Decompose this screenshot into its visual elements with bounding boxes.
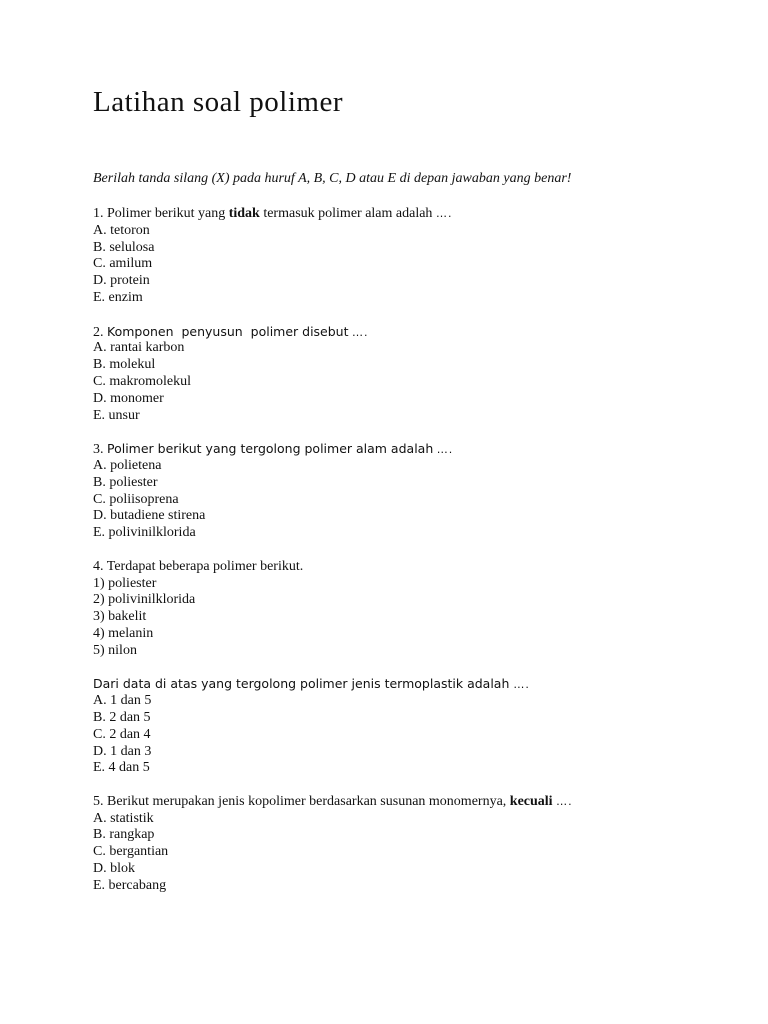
- question-4-options: [93, 676, 573, 777]
- answer-option[interactable]: C. 2 dan 4: [93, 726, 151, 742]
- question-text: Berikut merupakan jenis kopolimer berdasarkan susunan monomernya,: [107, 793, 507, 809]
- ellipsis: ….: [556, 794, 573, 808]
- answer-option[interactable]: A. statistik: [93, 810, 154, 826]
- question-text: Dari data di atas yang tergolong polimer jenis termoplastik adalah: [93, 676, 510, 692]
- question-text-lead: Polimer berikut yang: [107, 206, 226, 221]
- question-2: [93, 324, 573, 425]
- answer-option[interactable]: E. 4 dan 5: [93, 760, 150, 776]
- question-emphasis: kecuali: [509, 793, 553, 809]
- answer-option[interactable]: E. polivinilklorida: [93, 525, 196, 541]
- ellipsis: ….: [435, 207, 453, 220]
- instruction-text: Berilah tanda silang (X) pada huruf A, B, C, D atau E di depan jawaban yang benar!: [93, 171, 572, 186]
- question-text: Terdapat beberapa polimer berikut.: [106, 558, 304, 574]
- question-stem: [93, 441, 573, 458]
- question-list: [93, 206, 573, 911]
- answer-option[interactable]: D. protein: [93, 273, 150, 289]
- question-text: Polimer berikut yang tergolong polimer alam adalah: [107, 441, 434, 457]
- ellipsis: ….: [352, 325, 369, 339]
- answer-option[interactable]: A. 1 dan 5: [93, 693, 152, 709]
- answer-option[interactable]: B. rangkap: [93, 827, 155, 843]
- data-item: 3) bakelit: [93, 609, 147, 625]
- answer-option[interactable]: C. bergantian: [93, 844, 169, 860]
- answer-option[interactable]: C. poliisoprena: [93, 491, 179, 507]
- answer-option[interactable]: A. polietena: [93, 457, 162, 473]
- answer-option[interactable]: D. monomer: [93, 390, 164, 406]
- answer-option[interactable]: A. rantai karbon: [93, 340, 185, 356]
- answer-option[interactable]: B. poliester: [93, 474, 158, 490]
- ellipsis: ….: [436, 443, 454, 457]
- data-item: 2) polivinilklorida: [93, 592, 196, 608]
- question-emphasis: tidak: [228, 206, 260, 221]
- question-text: Komponen penyusun polimer disebut: [107, 323, 349, 339]
- question-3: [93, 441, 573, 542]
- question-1: [93, 206, 573, 307]
- answer-option[interactable]: E. bercabang: [93, 877, 167, 893]
- data-item: 5) nilon: [93, 642, 137, 658]
- page-title: Latihan soal polimer: [93, 86, 343, 118]
- question-stem: [93, 559, 573, 576]
- question-stem: [93, 324, 573, 341]
- question-subprompt: [93, 676, 573, 693]
- question-number: 5.: [93, 793, 104, 809]
- question-number: 1.: [93, 206, 104, 221]
- answer-option[interactable]: E. enzim: [93, 289, 143, 305]
- data-item: 1) poliester: [93, 575, 157, 591]
- answer-option[interactable]: B. molekul: [93, 357, 156, 373]
- question-number: 3.: [93, 442, 104, 458]
- question-stem: [93, 206, 573, 223]
- question-number: 2.: [93, 324, 104, 340]
- answer-option[interactable]: D. butadiene stirena: [93, 508, 206, 524]
- question-stem: [93, 794, 573, 811]
- answer-option[interactable]: C. amilum: [93, 256, 153, 272]
- ellipsis: ….: [513, 678, 530, 692]
- answer-option[interactable]: C. makromolekul: [93, 373, 191, 389]
- data-item: 4) melanin: [93, 625, 154, 641]
- question-4-data: [93, 559, 573, 660]
- answer-option[interactable]: D. 1 dan 3: [93, 743, 152, 759]
- question-text-tail: termasuk polimer alam adalah: [263, 206, 433, 221]
- question-number: 4.: [93, 558, 104, 574]
- answer-option[interactable]: E. unsur: [93, 407, 140, 423]
- question-5: [93, 794, 573, 895]
- answer-option[interactable]: B. 2 dan 5: [93, 709, 151, 725]
- answer-option[interactable]: D. blok: [93, 861, 135, 877]
- answer-option[interactable]: B. selulosa: [93, 239, 155, 255]
- answer-option[interactable]: A. tetoron: [93, 222, 150, 238]
